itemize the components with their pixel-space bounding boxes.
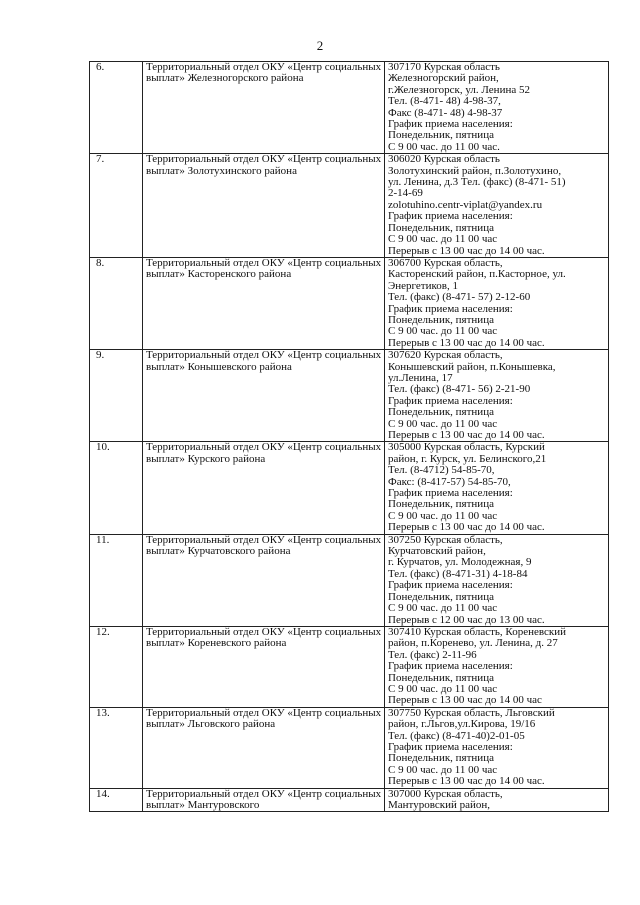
contact-line: 306700 Курская область, <box>388 257 503 269</box>
row-number: 11. <box>90 534 143 626</box>
office-name-text: Территориальный отдел ОКУ «Центр социальных выплат» Касторенского района <box>146 257 382 281</box>
office-name <box>143 788 385 812</box>
office-name-text: Территориальный отдел ОКУ «Центр социальных выплат» Курского района <box>146 441 382 465</box>
row-number: 14. <box>90 788 143 812</box>
table-row <box>90 350 609 442</box>
contact-line: С 9 00 час. до 11 00 час <box>388 233 498 246</box>
page-number: 2 <box>316 38 324 53</box>
contact-line: 307170 Курская область <box>388 61 500 73</box>
contact-line: С 9 00 час. до 11 00 час <box>388 602 498 615</box>
contact-line: г.Железногорск, ул. Ленина 52 <box>388 83 530 96</box>
contact-line: 305000 Курская область, Курский <box>388 441 545 454</box>
offices-table-body <box>90 62 609 812</box>
row-number: 7. <box>90 154 143 258</box>
office-contact-details <box>385 154 609 258</box>
office-name <box>143 62 385 154</box>
office-name <box>143 626 385 707</box>
contact-line: Понедельник, пятница <box>388 313 494 326</box>
office-name-text: Территориальный отдел ОКУ «Центр социальных выплат» Мантуровского <box>146 788 382 811</box>
office-name <box>143 707 385 788</box>
table-row <box>90 707 609 788</box>
table-row <box>90 257 609 349</box>
office-name-text: Территориальный отдел ОКУ «Центр социальных выплат» Кореневского района <box>146 626 382 650</box>
contact-line: С 9 00 час. до 11 00 час <box>388 509 498 522</box>
contact-line: Понедельник, пятница <box>388 752 494 765</box>
contact-line: Тел. (факс) (8-471-40)2-01-05 <box>388 729 525 742</box>
contact-line: График приема населения: <box>388 487 513 500</box>
contact-line: График приема населения: <box>388 579 513 592</box>
contact-line: График приема населения: <box>388 302 513 315</box>
contact-line: 307000 Курская область, <box>388 788 503 800</box>
contact-line: Понедельник, пятница <box>388 406 494 419</box>
row-number: 8. <box>90 257 143 349</box>
contact-line: С 9 00 час. до 11 00 час <box>388 325 498 338</box>
contact-line: Понедельник, пятница <box>388 129 494 142</box>
office-contact-details <box>385 707 609 788</box>
offices-table <box>89 61 609 812</box>
table-row <box>90 62 609 154</box>
table-row <box>90 154 609 258</box>
contact-line: Факс: (8-417-57) 54-85-70, <box>388 475 511 488</box>
contact-line: С 9 00 час. до 11 00 час. <box>388 140 500 153</box>
contact-line: 307620 Курская область, <box>388 349 503 362</box>
office-name-text: Территориальный отдел ОКУ «Центр социальных выплат» Курчатовского района <box>146 534 382 558</box>
contact-line: Тел. (факс) (8-471-31) 4-18-84 <box>388 567 528 580</box>
office-contact-details <box>385 62 609 154</box>
contact-line: Перерыв с 13 00 час до 14 00 час <box>388 694 542 707</box>
row-number: 6. <box>90 62 143 154</box>
office-name <box>143 154 385 258</box>
contact-line: 306020 Курская область <box>388 153 500 166</box>
contact-line: zolotuhino.centr-viplat@yandex.ru <box>388 198 543 211</box>
contact-line: 307410 Курская область, Кореневский <box>388 626 566 638</box>
contact-line: Понедельник, пятница <box>388 498 494 511</box>
row-number: 10. <box>90 442 143 534</box>
contact-line: Тел. (факс) (8-471- 57) 2-12-60 <box>388 291 531 304</box>
contact-line: Перерыв с 12 00 час до 13 00 час. <box>388 613 545 626</box>
contact-line: Понедельник, пятница <box>388 590 494 603</box>
contact-line: График приема населения: <box>388 210 513 223</box>
office-contact-details <box>385 534 609 626</box>
row-number: 9. <box>90 350 143 442</box>
contact-line: Железногорский район, <box>388 72 499 85</box>
contact-line: Понедельник, пятница <box>388 671 494 684</box>
office-name-text: Территориальный отдел ОКУ «Центр социальных выплат» Конышевского района <box>146 349 382 373</box>
office-name-text: Территориальный отдел ОКУ «Центр социальных выплат» Золотухинского района <box>146 153 382 177</box>
table-row <box>90 626 609 707</box>
contact-line: ул. Ленина, д.3 Тел. (факс) (8-471- 51) <box>388 176 566 189</box>
office-contact-details <box>385 350 609 442</box>
row-number: 13. <box>90 707 143 788</box>
contact-line: График приема населения: <box>388 394 513 407</box>
office-contact-details <box>385 442 609 534</box>
contact-line: График приема населения: <box>388 740 513 753</box>
contact-line: Перерыв с 13 00 час до 14 00 час. <box>388 336 545 349</box>
contact-line: район, п.Коренево, ул. Ленина, д. 27 <box>388 637 558 650</box>
contact-line: С 9 00 час. до 11 00 час <box>388 763 498 776</box>
contact-line: График приема населения: <box>388 660 513 673</box>
contact-line: 307250 Курская область, <box>388 534 503 546</box>
contact-line: Курчатовский район, <box>388 545 486 558</box>
office-contact-details <box>385 626 609 707</box>
contact-line: Тел. (8-4712) 54-85-70, <box>388 464 495 477</box>
office-name <box>143 442 385 534</box>
contact-line: район, г. Курск, ул. Белинского,21 <box>388 452 547 465</box>
contact-line: Перерыв с 13 00 час до 14 00 час. <box>388 429 545 441</box>
contact-line: Тел. (факс) 2-11-96 <box>388 648 477 661</box>
contact-line: Факс (8-471- 48) 4-98-37 <box>388 106 503 119</box>
contact-line: График приема населения: <box>388 118 513 131</box>
office-name <box>143 534 385 626</box>
table-row <box>90 442 609 534</box>
office-name-text: Территориальный отдел ОКУ «Центр социальных выплат» Льговского района <box>146 707 382 731</box>
office-name <box>143 350 385 442</box>
office-name <box>143 257 385 349</box>
office-contact-details <box>385 257 609 349</box>
row-number: 12. <box>90 626 143 707</box>
contact-line: Тел. (8-471- 48) 4-98-37, <box>388 95 501 108</box>
contact-line: г. Курчатов, ул. Молодежная, 9 <box>388 556 532 569</box>
office-contact-details <box>385 788 609 812</box>
contact-line: Касторенский район, п.Касторное, ул. <box>388 268 566 281</box>
contact-line: Мантуровский район, <box>388 799 490 811</box>
contact-line: Энергетиков, 1 <box>388 279 458 292</box>
contact-line: С 9 00 час. до 11 00 час <box>388 682 498 695</box>
contact-line: Перерыв с 13 00 час до 14 00 час. <box>388 521 545 534</box>
table-row <box>90 788 609 812</box>
contact-line: 2-14-69 <box>388 187 423 200</box>
contact-line: Конышевский район, п.Конышевка, <box>388 360 556 373</box>
contact-line: Перерыв с 13 00 час до 14 00 час. <box>388 775 545 788</box>
table-row <box>90 534 609 626</box>
contact-line: Тел. (факс) (8-471- 56) 2-21-90 <box>388 383 531 396</box>
contact-line: 307750 Курская область, Льговский <box>388 707 555 719</box>
contact-line: С 9 00 час. до 11 00 час <box>388 417 498 430</box>
contact-line: Понедельник, пятница <box>388 221 494 234</box>
contact-line: Золотухинский район, п.Золотухино, <box>388 164 562 177</box>
contact-line: район, г.Льгов,ул.Кирова, 19/16 <box>388 718 536 731</box>
contact-line: Перерыв с 13 00 час до 14 00 час. <box>388 244 545 257</box>
contact-line: ул.Ленина, 17 <box>388 371 453 384</box>
office-name-text: Территориальный отдел ОКУ «Центр социальных выплат» Железногорского района <box>146 61 382 85</box>
